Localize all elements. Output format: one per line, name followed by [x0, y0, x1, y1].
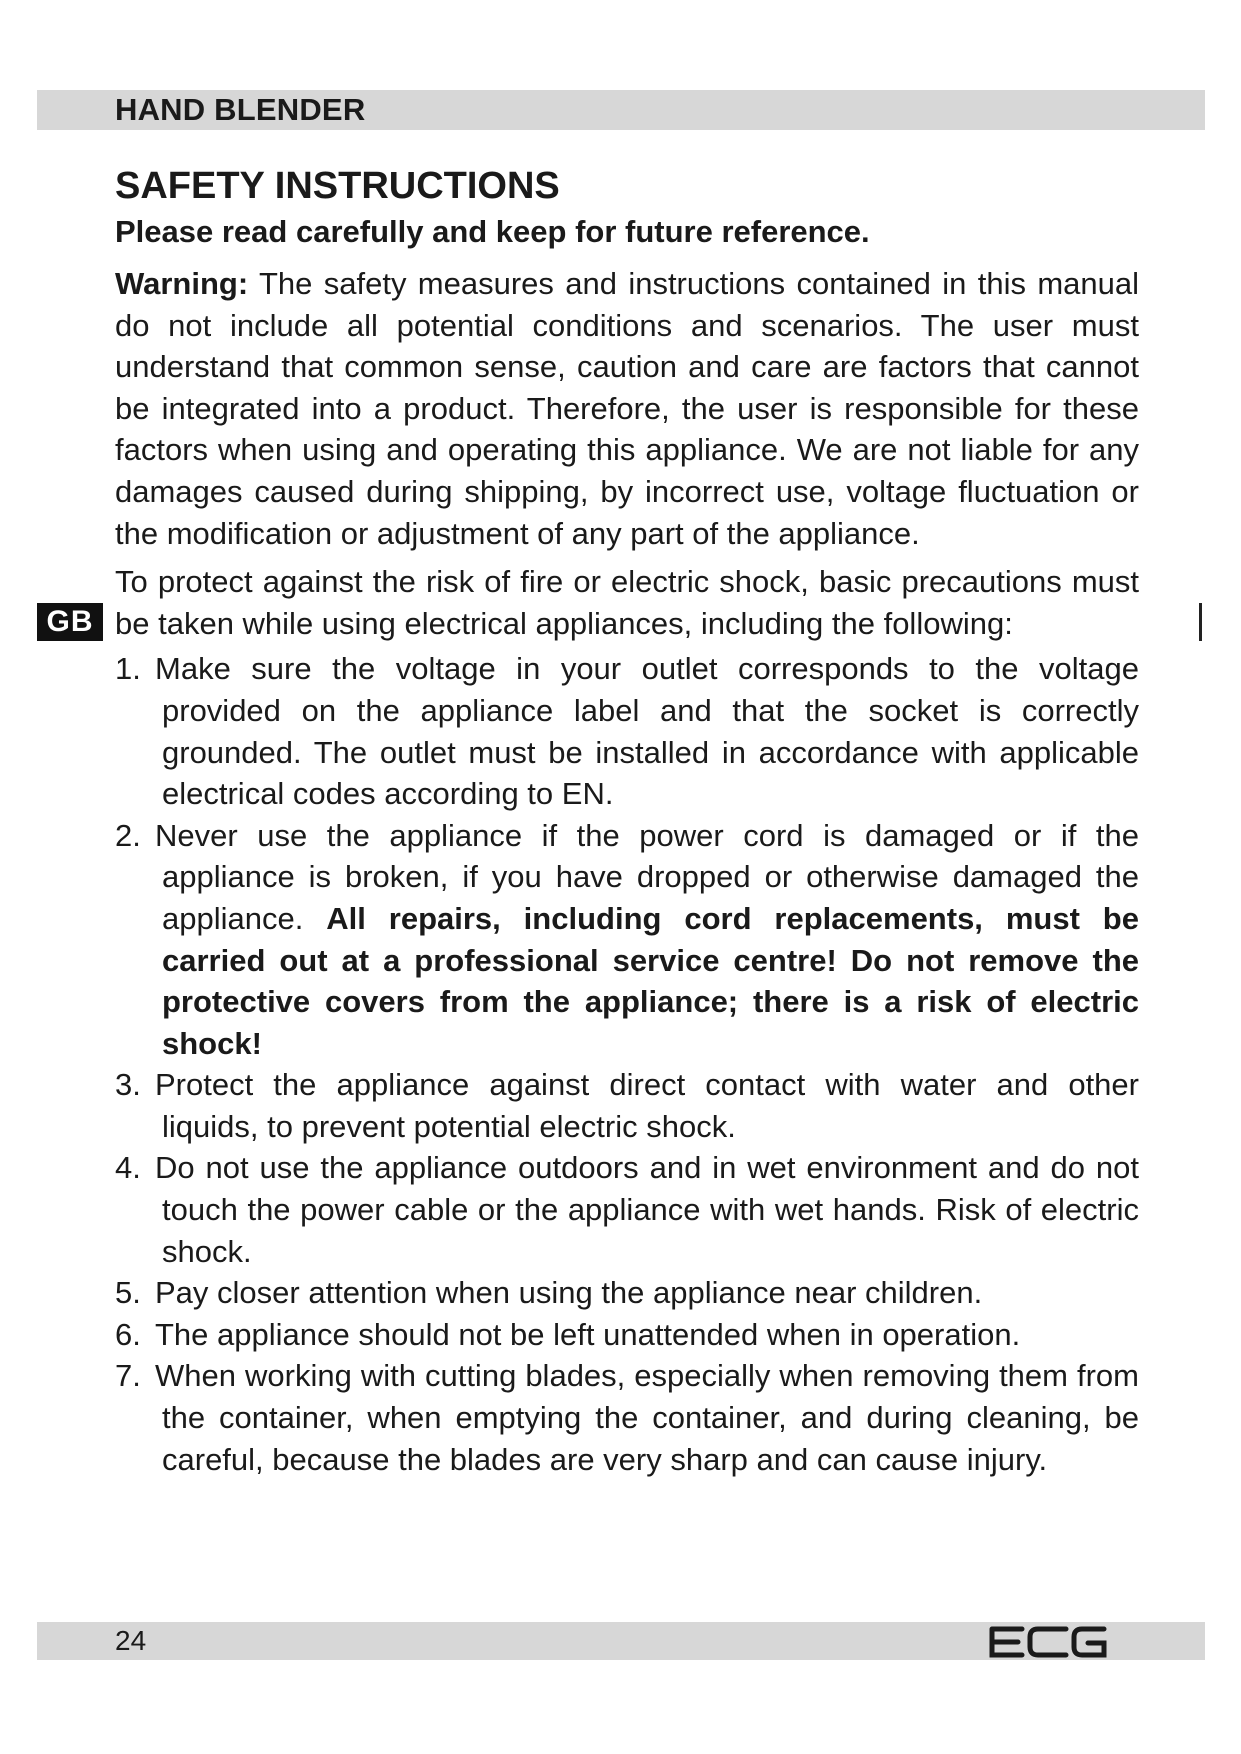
- safety-rules-list: [115, 648, 1139, 1480]
- item-number: 3.: [115, 1067, 141, 1103]
- item-text: Never use the appliance if the power cord is damaged or if the appliance is broken, if you have dropped or otherwise damaged the appliance.: [155, 817, 1139, 936]
- margin-marker: [1199, 603, 1202, 641]
- list-item: [115, 1272, 1139, 1314]
- item-number: 6.: [115, 1316, 141, 1352]
- warning-paragraph: [115, 263, 1139, 554]
- item-text: The appliance should not be left unattended when in operation.: [155, 1316, 1021, 1352]
- item-number: 7.: [115, 1358, 141, 1394]
- list-item: [115, 648, 1139, 814]
- list-item: [115, 815, 1139, 1065]
- item-text: Pay closer attention when using the appliance near children.: [155, 1275, 983, 1311]
- item-number: 5.: [115, 1275, 141, 1311]
- page-number: 24: [115, 1625, 147, 1656]
- intro-paragraph: To protect against the risk of fire or electric shock, basic precautions must be taken while using electrical appliances, including the following:: [115, 564, 1139, 641]
- item-number: 1.: [115, 651, 141, 687]
- item-number: 4.: [115, 1150, 141, 1186]
- item-bold-warning: All repairs, including cord replacements, must be carried out at a professional service centre! Do not remove the protective covers from the appliance; there is a risk of electric shock!: [162, 900, 1139, 1061]
- list-item: [115, 1314, 1139, 1356]
- language-tab: GB: [37, 603, 103, 641]
- manual-title: HAND BLENDER: [115, 92, 366, 127]
- item-text: Do not use the appliance outdoors and in wet environment and do not touch the power cable or the appliance with wet hands. Risk of electric shock.: [155, 1150, 1139, 1269]
- list-item: [115, 1064, 1139, 1147]
- section-subtitle: Please read carefully and keep for future reference.: [115, 214, 870, 249]
- brand-logo: [988, 1625, 1108, 1659]
- item-text: Protect the appliance against direct contact with water and other liquids, to prevent potential electric shock.: [155, 1067, 1139, 1144]
- item-text: Make sure the voltage in your outlet corresponds to the voltage provided on the appliance label and that the socket is correctly grounded. The outlet must be installed in accordance with applicable electrical codes according to EN.: [155, 651, 1139, 812]
- item-number: 2.: [115, 817, 141, 853]
- list-item: [115, 1147, 1139, 1272]
- page-content: [115, 160, 1139, 1480]
- warning-label: Warning:: [115, 266, 249, 301]
- list-item: [115, 1355, 1139, 1480]
- item-text: When working with cutting blades, especially when removing them from the container, when emptying the container, and during cleaning, be careful, because the blades are very sharp and can cause injury.: [155, 1358, 1139, 1477]
- section-title: SAFETY INSTRUCTIONS: [115, 165, 560, 207]
- warning-text: The safety measures and instructions contained in this manual do not include all potential conditions and scenarios. The user must understand that common sense, caution and care are factors that cannot be integrated into a product. Therefore, the user is responsible for these factors when using and operating this appliance. We are not liable for any damages caused during shipping, by incorrect use, voltage fluctuation or the modification or adjustment of any part of the appliance.: [115, 266, 1139, 551]
